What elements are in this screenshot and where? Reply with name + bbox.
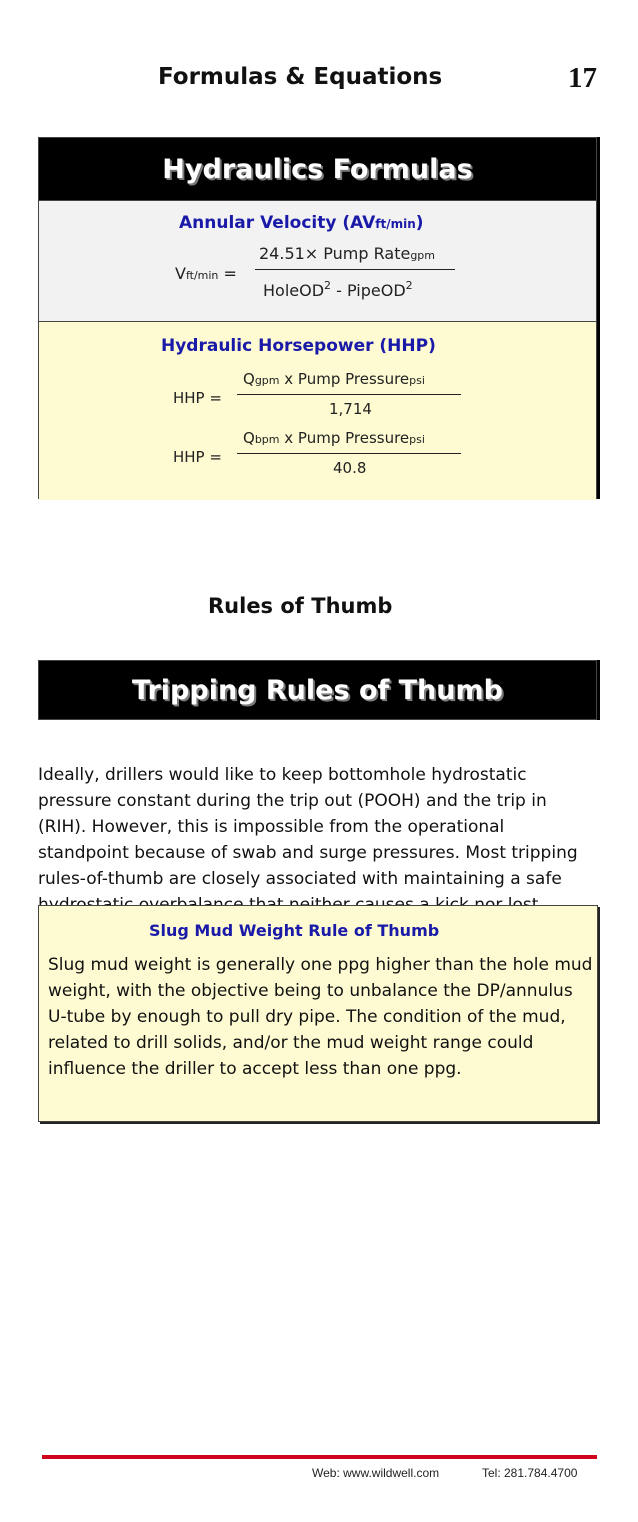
page-number: 17 <box>568 62 597 94</box>
av-denominator: HoleOD$^2$ - PipeOD$^2$ <box>263 279 413 300</box>
tripping-rules-box <box>38 660 597 720</box>
hydraulics-formulas-box <box>38 137 597 499</box>
footer-web: Web: www.wildwell.com <box>312 1466 440 1480</box>
hhp-denominator-1: 1,714 <box>329 400 372 418</box>
hydraulics-band-title: Hydraulics Formulas <box>162 153 473 185</box>
tripping-paragraph: Ideally, drillers would like to keep bottomhole hydrostatic pressure constant during the trip out (POOH) and the trip in (RIH). However, this is impossible from the operational standpoint because of swab and surge pressures. Most tripping rules-of-thumb are closely associated with maintaining a safe <box>38 765 578 889</box>
hhp-numerator-1: Qgpm x Pump Pressurepsi <box>243 370 425 388</box>
av-lhs: Vft/min = <box>175 264 237 283</box>
hhp-fraction-line-2 <box>237 453 461 454</box>
hydraulics-header-band <box>39 138 596 200</box>
hhp-lhs-1: HHP = <box>173 389 222 407</box>
footer-tel: Tel: 281.784.4700 <box>482 1466 578 1480</box>
footer-red-rule <box>42 1455 597 1459</box>
slug-mud-weight-box <box>38 905 598 1122</box>
av-fraction-line <box>255 269 455 270</box>
hhp-denominator-2: 40.8 <box>333 459 367 477</box>
hhp-title: Hydraulic Horsepower (HHP) <box>161 336 436 356</box>
rules-of-thumb-heading: Rules of Thumb <box>208 594 393 618</box>
annular-velocity-panel <box>39 200 596 322</box>
slug-title: Slug Mud Weight Rule of Thumb <box>149 921 440 940</box>
av-numerator: 24.51× Pump Rategpm <box>259 244 436 263</box>
slug-text: Slug mud weight is generally one ppg higher than the hole mud weight, with the objective being to unbalance the DP/annulus U-tube by enough to pull dry pipe. The condition of the mud, related to drill solids, and/or the mud weight range could influence the driller to accept less than one ppg. <box>48 955 593 1079</box>
annular-velocity-title: Annular Velocity (AVft/min) <box>179 213 424 233</box>
tripping-header-band <box>39 661 596 719</box>
page-title: Formulas & Equations <box>158 64 443 90</box>
hhp-fraction-line-1 <box>237 394 461 395</box>
hhp-numerator-2: Qbpm x Pump Pressurepsi <box>243 429 425 447</box>
tripping-band-title: Tripping Rules of Thumb <box>132 674 503 706</box>
hydraulic-horsepower-panel <box>39 322 596 500</box>
hhp-lhs-2: HHP = <box>173 448 222 466</box>
